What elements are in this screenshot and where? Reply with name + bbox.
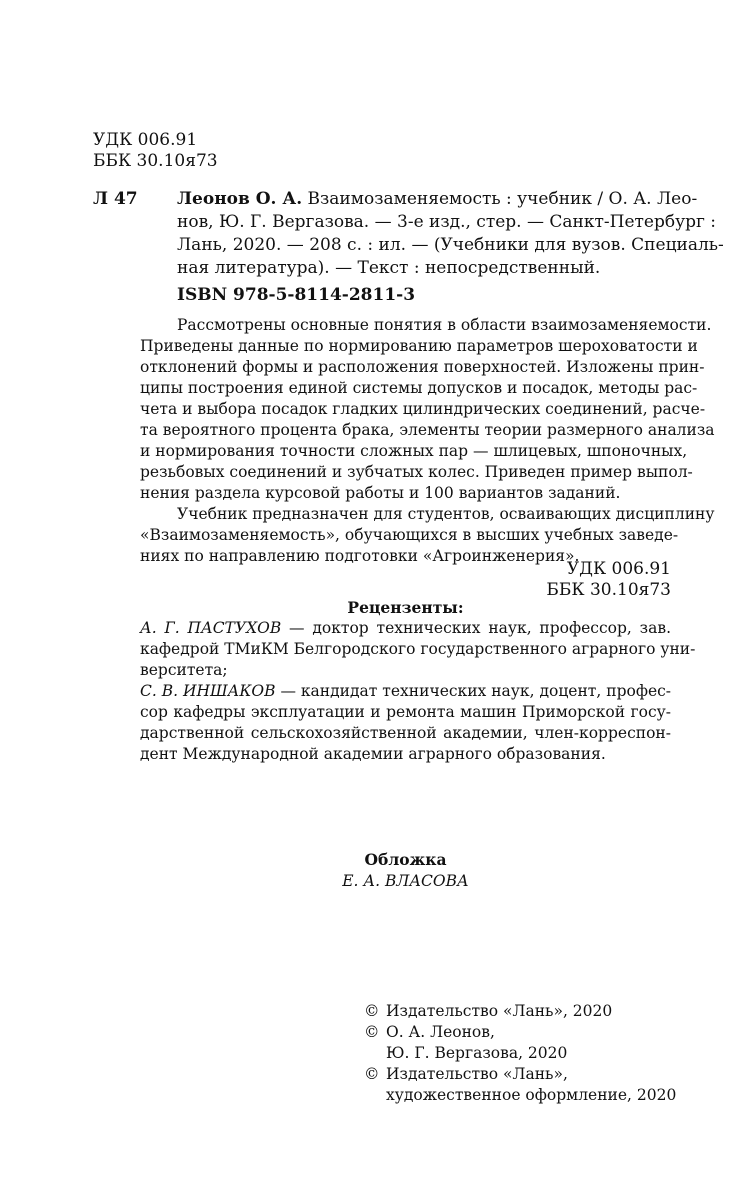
- reviewer-2-name: С. В. ИНШАКОВ: [140, 682, 276, 700]
- copyright-symbol: ©: [364, 1002, 380, 1020]
- abstract-line: нения раздела курсовой работы и 100 вариантов заданий.: [140, 484, 621, 502]
- reviewer-1-title: — доктор технических наук, профессор, зав.: [281, 619, 671, 637]
- reviewer-1-line-3: верситета;: [140, 661, 228, 679]
- catalog-line-2: нов, Ю. Г. Вергазова. — 3-е изд., стер. — Санкт-Петербург :: [177, 212, 717, 232]
- reviewer-2-line-4: дент Международной академии аграрного образования.: [140, 745, 606, 763]
- author-mark: Л 47: [93, 189, 138, 209]
- copyright-1: Издательство «Лань», 2020: [386, 1002, 613, 1020]
- copyright-symbol: ©: [364, 1065, 380, 1083]
- copyright-3-cont: художественное оформление, 2020: [386, 1086, 677, 1104]
- reviewer-2-line-1: [140, 681, 671, 701]
- catalog-line-1: [177, 189, 698, 209]
- abstract-line: Учебник предназначен для студентов, осваивающих дисциплину: [177, 505, 715, 523]
- reviewer-1-name: А. Г. ПАСТУХОВ: [140, 619, 282, 637]
- abstract-line: Приведены данные по нормированию параметров шероховатости и: [140, 337, 698, 355]
- udk-code-right: УДК 006.91: [566, 559, 671, 579]
- abstract-line: отклонений формы и расположения поверхностей. Изложены прин-: [140, 358, 705, 376]
- abstract-line: чета и выбора посадок гладких цилиндрических соединений, расче-: [140, 400, 706, 418]
- isbn: ISBN 978-5-8114-2811-3: [177, 285, 416, 305]
- copyright-3: Издательство «Лань»,: [386, 1065, 568, 1083]
- catalog-line-4: ная литература). — Текст : непосредственный.: [177, 258, 601, 278]
- abstract-line: и нормирования точности сложных пар — шлицевых, шпоночных,: [140, 442, 688, 460]
- catalog-author: Леонов О. А.: [177, 189, 303, 209]
- reviewer-1-line-1: [140, 618, 671, 638]
- cover-heading: Обложка: [364, 850, 447, 869]
- bbk-code-right: ББК 30.10я73: [546, 580, 671, 600]
- reviewer-2-line-3: дарственной сельскохозяйственной академии, член-корреспон-: [140, 724, 671, 742]
- abstract-line: «Взаимозаменяемость», обучающихся в высших учебных заведе-: [140, 526, 679, 544]
- copyright-symbol: ©: [364, 1023, 380, 1041]
- catalog-line-3: Лань, 2020. — 208 с. : ил. — (Учебники для вузов. Специаль-: [177, 235, 724, 255]
- reviewer-2-line-2: сор кафедры эксплуатации и ремонта машин Приморской госу-: [140, 703, 671, 721]
- catalog-title: Взаимозаменяемость : учебник / О. А. Лео-: [302, 189, 698, 209]
- abstract-line: та вероятного процента брака, элементы теории размерного анализа: [140, 421, 715, 439]
- reviewer-2-title: — кандидат технических наук, доцент, профес-: [275, 682, 672, 700]
- abstract-line: ниях по направлению подготовки «Агроинженерия».: [140, 547, 580, 565]
- abstract-line: резьбовых соединений и зубчатых колес. Приведен пример выпол-: [140, 463, 693, 481]
- reviewer-1-line-2: кафедрой ТМиКМ Белгородского государственного аграрного уни-: [140, 640, 696, 658]
- udk-code-top: УДК 006.91: [93, 130, 198, 150]
- copyright-2-authors: О. А. Леонов,: [386, 1023, 495, 1041]
- abstract-line: ципы построения единой системы допусков и посадок, методы рас-: [140, 379, 698, 397]
- cover-artist: Е. А. ВЛАСОВА: [342, 872, 469, 890]
- copyright-2-authors-cont: Ю. Г. Вергазова, 2020: [386, 1044, 568, 1062]
- reviewers-heading: Рецензенты:: [347, 598, 464, 617]
- abstract-line: Рассмотрены основные понятия в области взаимозаменяемости.: [177, 316, 712, 334]
- bbk-code-top: ББК 30.10я73: [93, 151, 218, 171]
